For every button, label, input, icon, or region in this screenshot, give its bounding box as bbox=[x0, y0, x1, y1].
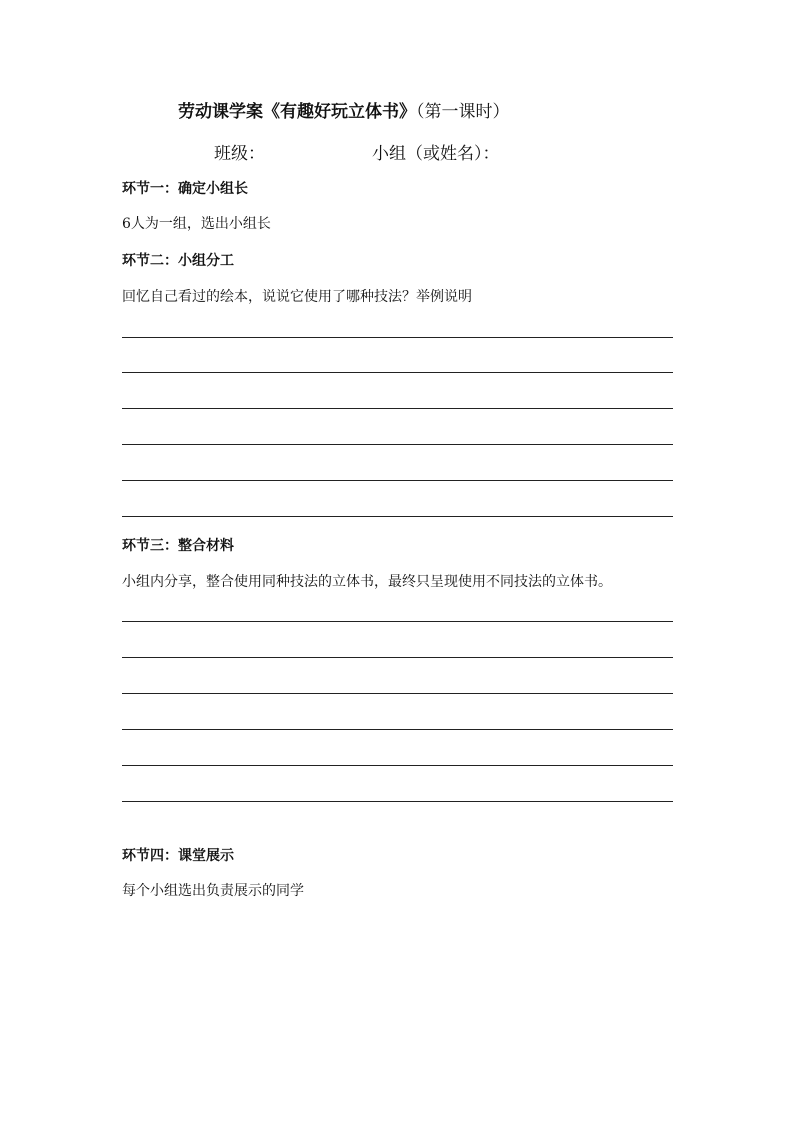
section-3-text: 小组内分享，整合使用同种技法的立体书，最终只呈现使用不同技法的立体书。 bbox=[122, 574, 612, 590]
answer-line[interactable] bbox=[122, 372, 673, 373]
page-title bbox=[178, 97, 510, 122]
answer-line[interactable] bbox=[122, 765, 673, 766]
section-2-heading: 环节二：小组分工 bbox=[122, 253, 234, 269]
answer-line[interactable] bbox=[122, 657, 673, 658]
section-3-heading: 环节三：整合材料 bbox=[122, 538, 234, 554]
answer-line[interactable] bbox=[122, 516, 673, 517]
section-1-heading: 环节一：确定小组长 bbox=[122, 181, 248, 197]
title-sub: （第一课时） bbox=[416, 102, 510, 122]
answer-line[interactable] bbox=[122, 337, 673, 338]
answer-line[interactable] bbox=[122, 729, 673, 730]
answer-line[interactable] bbox=[122, 801, 673, 802]
section-4-text: 每个小组选出负责展示的同学 bbox=[122, 883, 304, 899]
group-label: 小组（或姓名）： bbox=[372, 144, 500, 164]
answer-line[interactable] bbox=[122, 408, 673, 409]
section-2-text: 回忆自己看过的绘本，说说它使用了哪种技法？举例说明 bbox=[122, 289, 472, 305]
title-main: 劳动课学案《有趣好玩立体书》 bbox=[178, 102, 416, 122]
section-4-heading: 环节四：课堂展示 bbox=[122, 848, 234, 864]
answer-line[interactable] bbox=[122, 480, 673, 481]
answer-line[interactable] bbox=[122, 444, 673, 445]
class-info-row bbox=[214, 139, 500, 164]
class-label: 班级： bbox=[214, 144, 265, 164]
section-1-text: 6人为一组，选出小组长 bbox=[122, 216, 271, 232]
answer-line[interactable] bbox=[122, 693, 673, 694]
answer-line[interactable] bbox=[122, 621, 673, 622]
